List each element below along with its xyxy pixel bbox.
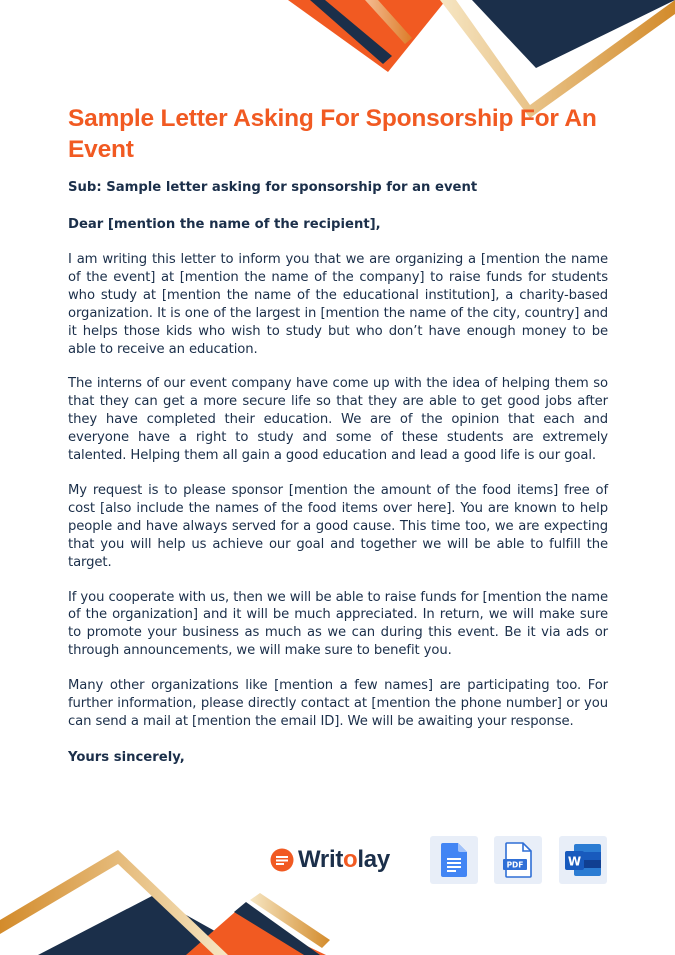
word-file-icon <box>564 843 602 877</box>
pdf-file-icon <box>503 842 533 878</box>
letter-closing: Yours sincerely, <box>68 749 185 765</box>
word-download-icon[interactable] <box>559 836 607 884</box>
google-docs-download-icon[interactable] <box>430 836 478 884</box>
google-docs-icon <box>441 843 467 877</box>
brand-name: Writolay <box>298 846 390 873</box>
letter-subject: Sub: Sample letter asking for sponsorship for an event <box>68 180 478 195</box>
brand-logo[interactable] <box>270 846 390 874</box>
paragraph: Many other organizations like [mention a few names] are participating too. For further information, please directly contact at [mention the phone number] or you can send a mail at [mention the email ID]. We will be awaiting your response. <box>68 678 608 729</box>
word-label: W <box>567 854 582 869</box>
brand-mark-icon <box>270 848 294 872</box>
pdf-label: PDF <box>506 860 524 870</box>
paragraph: I am writing this letter to inform you that we are organizing a [mention the name of the event] at [mention the name of the company] to raise funds for students who study at [mention the name of the educational institution], a charity-based organization. It is one of the largest in [mention the name of the city, country] and it helps those kids who wish to study but who don’t have enough money to be able to receive an education. <box>68 252 608 357</box>
paragraph: The interns of our event company have come up with the idea of helping them so that they can get a more secure life so that they are able to get good jobs after they have completed their education. We are of the opinion that each and everyone have a right to study and some of these students are extremely talented. Helping them all gain a good education and lead a good life is our goal. <box>68 376 608 464</box>
pdf-download-icon[interactable] <box>494 836 542 884</box>
letter-salutation: Dear [mention the name of the recipient], <box>68 217 381 232</box>
letter-title: Sample Letter Asking For Sponsorship For An Event <box>68 105 597 163</box>
top-corner-decoration <box>288 0 675 118</box>
letter-body <box>68 103 608 767</box>
paragraph: If you cooperate with us, then we will be able to raise funds for [mention the name of the organization] and it will be much appreciated. In return, we will make sure to promote your business as much as we can during this event. Be it via ads or through announcements, we will make sure to benefit you. <box>68 589 608 659</box>
paragraph: My request is to please sponsor [mention the amount of the food items] free of cost [also include the names of the food items over here]. You are known to help people and have always served for a good cause. This time too, we are expecting that you will help us achieve our goal and together we will be able to fulfill the target. <box>68 482 608 570</box>
